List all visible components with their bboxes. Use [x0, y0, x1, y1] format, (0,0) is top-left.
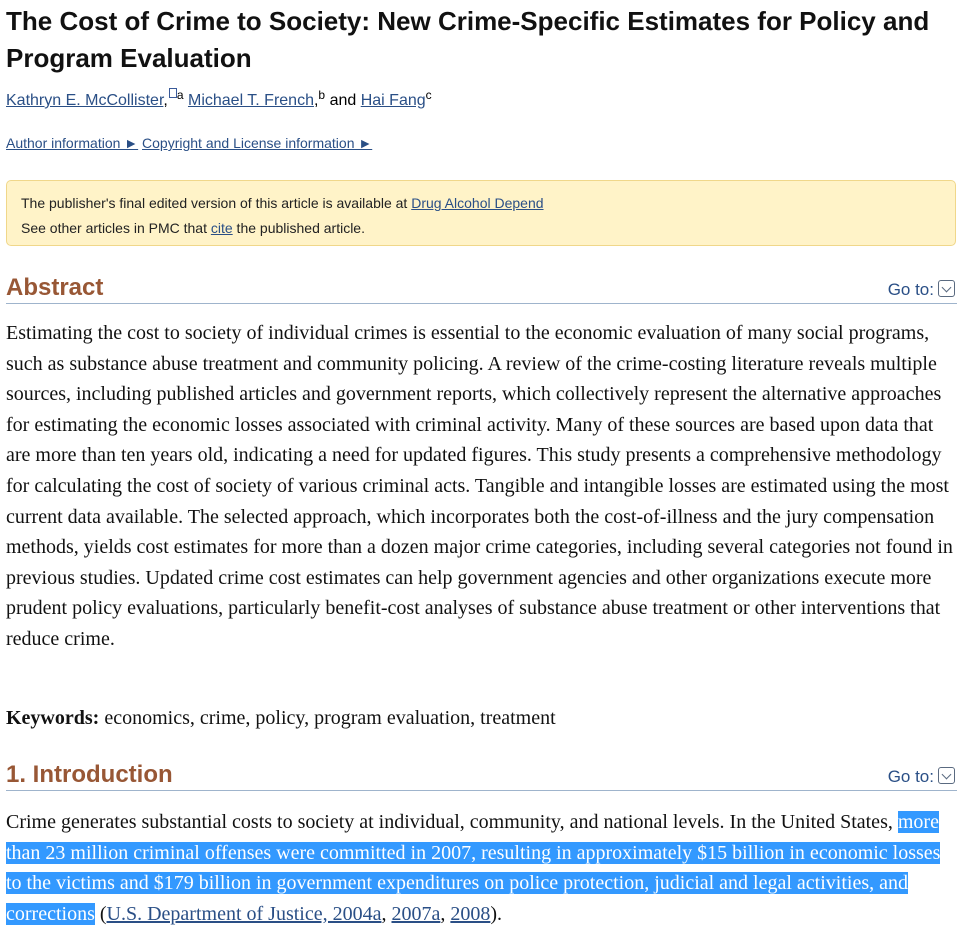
citation-link-doj-2004a[interactable]: U.S. Department of Justice, 2004a	[106, 902, 382, 925]
keywords-label: Keywords:	[6, 707, 100, 729]
author-link-french[interactable]: Michael T. French	[187, 92, 314, 109]
notice-line-1: The publisher's final edited version of this article is available at Drug Alcohol Depend	[21, 195, 544, 211]
author-link-fang[interactable]: Hai Fang	[360, 92, 426, 109]
copyright-license-link[interactable]: Copyright and License information ►	[142, 135, 373, 151]
abstract-goto-button[interactable]: Go to:	[888, 280, 955, 300]
article-title: The Cost of Crime to Society: New Crime-Specific Estimates for Policy and Program Evaluation	[6, 6, 930, 73]
publisher-notice-box	[6, 180, 956, 246]
abstract-section-header	[6, 273, 957, 304]
journal-link[interactable]: Drug Alcohol Depend	[411, 195, 544, 211]
chevron-down-icon[interactable]	[938, 280, 955, 297]
authors-and-text: and	[329, 92, 357, 109]
citation-link-2007a[interactable]: 2007a	[391, 902, 441, 925]
keywords-list: economics, crime, policy, program evaluation, treatment	[99, 707, 556, 729]
keywords-line	[6, 703, 958, 734]
author-affiliation-sup: c	[425, 88, 432, 102]
introduction-section-header	[6, 760, 957, 791]
abstract-heading: Abstract	[6, 274, 104, 301]
notice-line-2: See other articles in PMC that cite the published article.	[21, 220, 365, 236]
selected-text-highlight: more than 23 million criminal offenses were committed in 2007, resulting in approximately $15 billion in economic losses to the victims and $179 billion in government expenditures on police protection, judicial and legal activities, and corrections	[6, 811, 941, 925]
article-info-links	[6, 133, 372, 153]
citation-link-2008[interactable]: 2008	[450, 902, 491, 925]
email-icon[interactable]	[169, 88, 177, 98]
introduction-text: Crime generates substantial costs to society at individual, community, and national levels. In the United States, more than 23 million criminal offenses were committed in 2007, resulting in approximately $15 billion in economic losses to the victims and $179 billion in government expenditures on police protection, judicial and legal activities, and corrections (U.S. Department of Justice, 2004a, 2007a, 2008).	[6, 811, 941, 925]
author-list: Kathryn E. McCollister, $^a$ Michael T. French,$^b$ and Hai Fang$^c$	[6, 88, 432, 109]
chevron-down-icon[interactable]	[938, 767, 955, 784]
introduction-heading: 1. Introduction	[6, 761, 173, 788]
abstract-text: Estimating the cost to society of individual crimes is essential to the economic evaluation of many social programs, such as substance abuse treatment and community policing. A review of the crime-costing literature reveals multiple sources, including published articles and government reports, which collectively represent the alternative approaches for estimating the economic losses associated with criminal activity. Many of these sources are based upon data that are more than ten years old, indicating a need for updated figures. This study presents a comprehensive methodology for calculating the cost of society of various criminal acts. Tangible and intangible losses are estimated using the most current data available. The selected approach, which incorporates both the cost-of-illness and the jury compensation methods, yields cost estimates for more than a dozen major crime categories, including several categories not found in previous studies. Updated crime cost estimates can help government agencies and other organizations execute more prudent policy evaluations, particularly benefit-cost analyses of substance abuse treatment or other interventions that reduce crime.	[6, 322, 953, 650]
author-information-link[interactable]: Author information ►	[6, 135, 139, 151]
author-affiliation-sup: b	[318, 88, 326, 102]
author-link-mccollister[interactable]: Kathryn E. McCollister	[6, 92, 164, 109]
cite-link[interactable]: cite	[210, 220, 233, 236]
introduction-goto-button[interactable]: Go to:	[888, 767, 955, 787]
author-affiliation-sup: a	[176, 88, 184, 102]
